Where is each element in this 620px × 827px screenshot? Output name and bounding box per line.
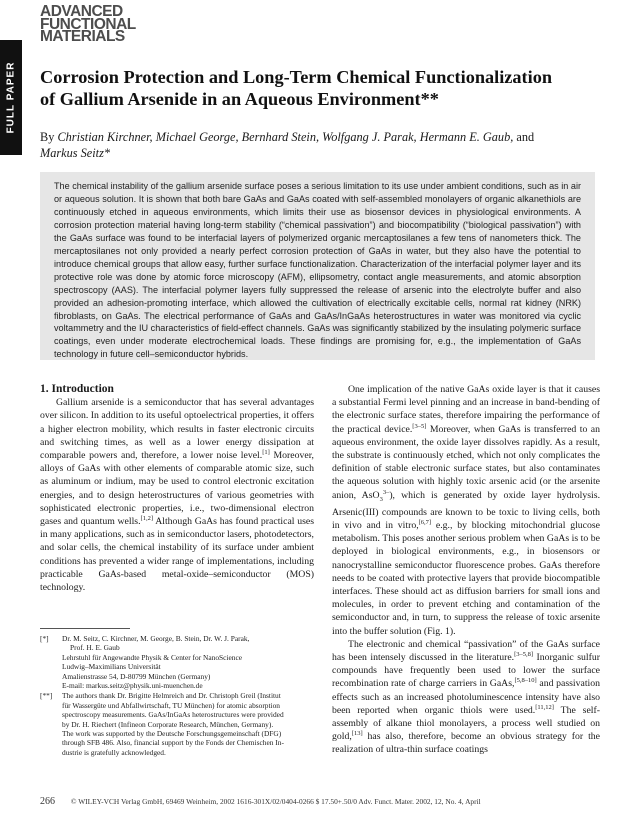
ref-link[interactable]: [11,12] — [535, 703, 554, 711]
copyright-line: © WILEY-VCH Verlag GmbH, 69469 Weinheim, 2002 1616-301X/02/0404-0266 $ 17.50+.50/0 Adv. Funct. Mater. 2002, 12, No. 4, April — [70, 797, 481, 806]
logo-line-3: MATERIALS — [40, 28, 125, 45]
section-tab-label: FULL PAPER — [5, 61, 17, 134]
abstract-text: The chemical instability of the gallium arsenide surface poses a serious limitation to its use under ambient conditions, such as in air or aqueous solution. It is shown that both bare GaAs and GaAs coated with self-assembled monolayers of organic alkanethiols are continuously etched in aqueous environments, which limits their use as biosensor devices in physiological environments. A corrosion protection material having long-term stability (“chemical passivation”) and biocompatibility (“biological passivation”) with the GaAs surface was found to be interfacial layers of polymerized organic mercaptosilanes a few tens of nanometers thick. The mercaptosilanes not only provided a nearly perfect corrosion protection of GaAs in water, but they also have the potential to introduce chemical groups that allow easy, further surface functionalization. Characterization of the interfacial polymer layer and its protective role was done by atomic force microscopy (AFM), ellipsometry, contact angle measurements, and atomic absorption spectroscopy (AAS). The interfacial polymer layers fully suppressed the release of arsenic into the electrolyte buffer and also provided an adhesion-promoting interface, which allowed the cultivation of electrically excitable cells, normal rat kidney (NRK) fibroblasts, on GaAs. The electrical performance of GaAs and GaAs/InGaAs heterostructures in water was monitored via cyclic voltammetry and the IU characteristics of field-effect channels. GaAs was significantly stabilized by the insulating polymeric surface coatings, even under moderate electrochemical loads. These findings are promising for, e.g., the implementation of GaAs technology in future cell–semiconductor hybrids. — [54, 181, 581, 360]
footnote-acknowledgment: [**] The authors thank Dr. Brigitte Helmreich and Dr. Christoph Greil (Institut für Wassergüte und Abfallwirtschaft, TU München) for atomic absorption spectroscopy measurements. GaAs/InGaAs heterostructures were provided by Dr. H. Riechert (Infineon Corporate Research, München, Germany). The work was supported by the Deutsche Forschungsgemeinschaft (DFG) through SFB 486. Also, financial support by the Fonds der Chemischen In- dustrie is gratefully acknowledged. — [40, 691, 284, 757]
title-line-2: of Gallium Arsenide in an Aqueous Environment** — [40, 89, 439, 109]
author-byline — [40, 129, 600, 161]
ref-link[interactable]: [1,2] — [140, 514, 154, 522]
footnote-divider — [40, 628, 130, 629]
right-column — [332, 383, 600, 757]
byline-and: and — [513, 130, 535, 144]
ref-link[interactable]: [6,7] — [418, 518, 432, 526]
section-heading: 1. Introduction — [40, 383, 114, 395]
ref-link[interactable]: [5,8–10] — [514, 677, 537, 685]
author-names-2: Markus Seitz* — [40, 146, 111, 160]
article-title — [40, 66, 600, 110]
title-line-1: Corrosion Protection and Long-Term Chemical Functionalization — [40, 67, 553, 87]
ref-link[interactable]: [3–5,8] — [514, 650, 534, 658]
author-names-1: Christian Kirchner, Michael George, Bernhard Stein, Wolfgang J. Parak, Hermann E. Gaub, — [57, 130, 514, 144]
byline-prefix: By — [40, 130, 58, 144]
ref-link[interactable]: [13] — [351, 729, 363, 737]
intro-paragraph-3: The electronic and chemical “passivation” of the GaAs surface has been intensely discussed in the literature.[3–5,8] Inorganic sulfur compounds have frequently been used to lower the surface recombination rate of charge carriers in GaAs,[5,8–10] and passivation effects such as an increased photoluminescence intensity have also been reported when organic thiols were used.[11,12] The self-assembly of alkane thiol monolayers, a process well studied on gold,[13] has also, therefore, become an obvious strategy for the realization of ultra-thin surface coatings — [332, 638, 600, 756]
ref-link[interactable]: [1] — [262, 448, 270, 456]
logo-line-1: ADVANCED — [40, 3, 123, 20]
logo-line-2: FUNCTIONAL — [40, 15, 136, 33]
intro-paragraph-1: Gallium arsenide is a semiconductor that has several advantages over silicon. In addition to its useful optoelectrical properties, it offers a higher electron mobility, which results in faster electronic circuits and switching times, as well as a lower energy dissipation at comparable powers and, therefore, a lower noise level.[1] Moreover, alloys of GaAs with other elements of comparable atomic size, such as aluminum or indium, may be used to control electronic excitation energies, and to design heterostructures of various geometries with sophisticated electronic properties, i.e., two-dimensional electron gases and quantum wells.[1,2] Although GaAs has found practical uses in many applications, such as in semiconductor lasers, photodetectors, and solar cells, the chemical instability of its surface under ambient conditions has prevented a wider range of implementations, including practicable GaAs-based metal-oxide–semiconductor (MOS) technology. — [40, 397, 315, 594]
abstract-box — [40, 172, 595, 360]
page-footer — [40, 796, 600, 807]
intro-paragraph-2: One implication of the native GaAs oxide layer is that it causes a substantial Fermi level pinning and an increase in band-bending of the electronic surface states, therefore impairing the performance of the practical device.[3–5] Moreover, when GaAs is transferred to an aqueous environment, the oxide layer dissolves rapidly. As a result, the substrate is continuously etched, which not only complicates the definition of stable electronic surface states, but also contaminates the aqueous solution with highly toxic arsenic acid (or the arsenite anion, AsO$_3^{3-}$), which is generated by oxide layer hydrolysis. Arsenic(III) compounds are known to be toxic to living cells, both in vivo and in vitro,[6,7] e.g., by blocking mitochondrial glucose metabolism. This poses another serious problem when GaAs is to be deployed in biological environments, e.g., in biosensors or nanocrystalline semiconductor fluorescence probes. GaAs therefore needs to be coated with protective layers that provide biocompatible interfaces. These should act as diffusion barriers for small ions and molecules, in order to prevent etching and contamination of the semiconductor and, in turn, to suppress the release of toxic arsenite into the buffer solution (Fig. 1). — [332, 384, 601, 637]
journal-logo — [40, 3, 136, 45]
page-number: 266 — [40, 796, 55, 807]
footnote-affiliation: [*] Dr. M. Seitz, C. Kirchner, M. George, B. Stein, Dr. W. J. Parak, Prof. H. E. Gaub Lehrstuhl für Angewandte Physik & Center for NanoScience Ludwig–Maximilians Universität Amalienstrasse 54, D-80799 München (Germany) E-mail: markus.seitz@physik.uni-muenchen.de — [40, 634, 250, 691]
ref-link[interactable]: [3–5] — [412, 422, 427, 430]
author-email[interactable]: E-mail: markus.seitz@physik.uni-muenchen.de — [62, 681, 203, 691]
section-tab — [0, 40, 22, 155]
footnotes — [40, 634, 314, 758]
left-column — [40, 383, 314, 594]
